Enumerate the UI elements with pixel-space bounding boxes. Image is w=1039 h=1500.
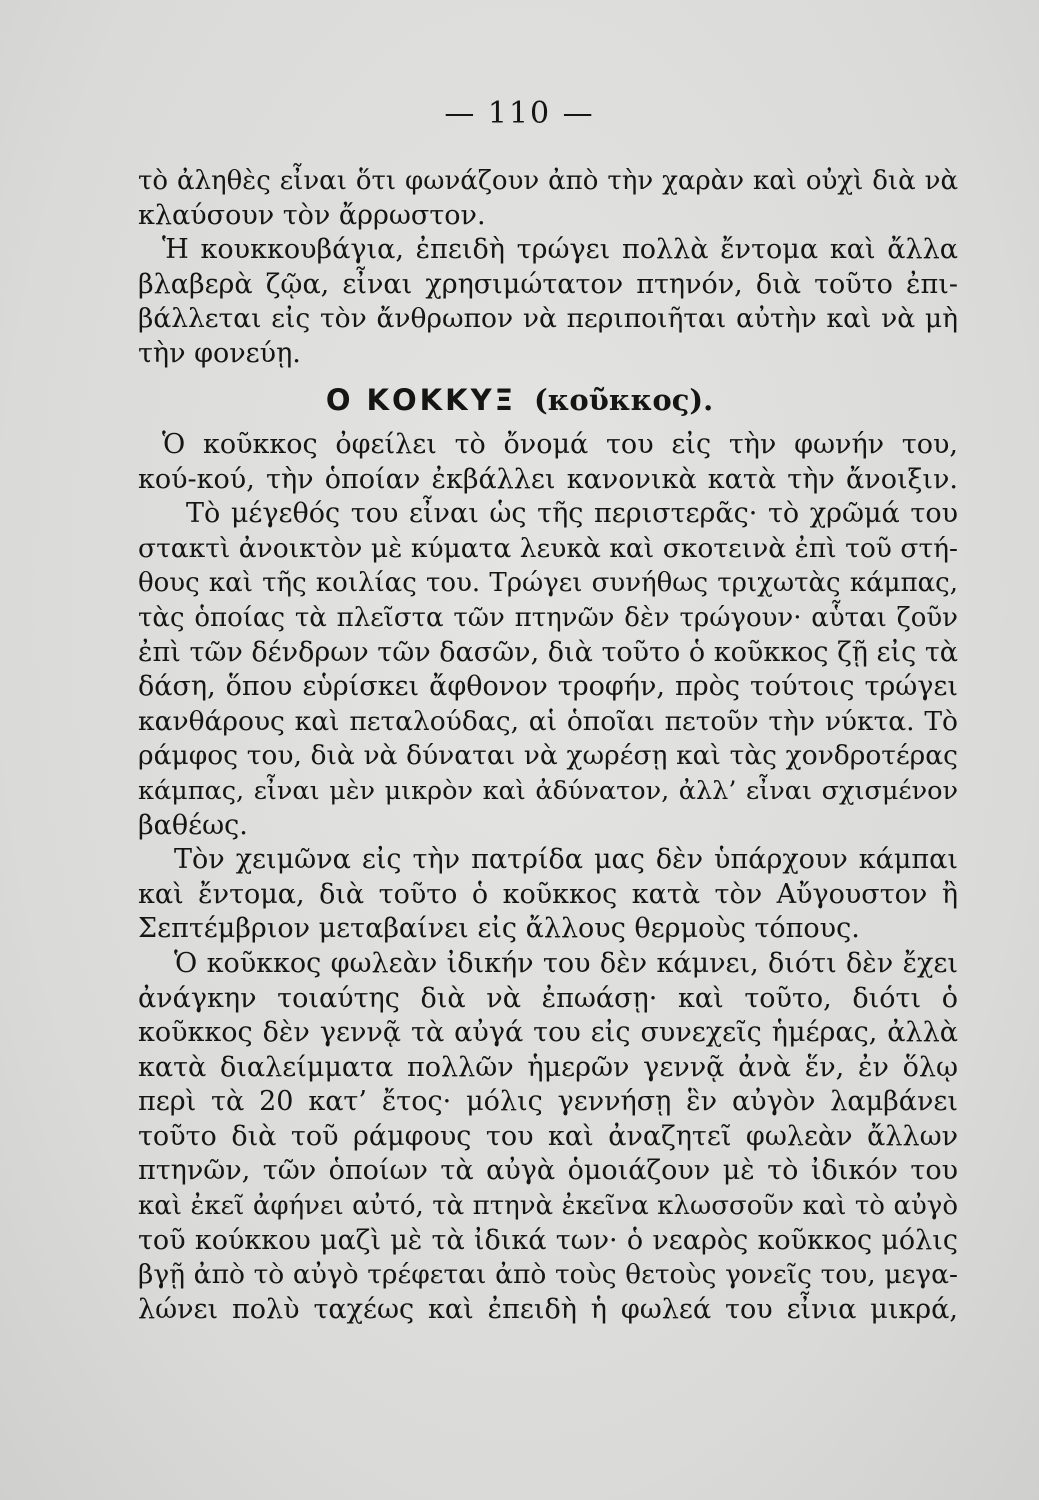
paragraph-main: [138, 428, 958, 1327]
text-line: βγῇ ἀπὸ τὸ αὐγὸ τρέφεται ἀπὸ τοὺς θετοὺς γονεῖς του, μεγα-: [138, 1259, 958, 1291]
heading-subtitle: (κοῦκκος).: [533, 383, 714, 417]
text-line: ἀνάγκην τοιαύτης διὰ νὰ ἐπωάσῃ· καὶ τοῦτο, διότι ὁ: [138, 982, 958, 1014]
text-line: τοῦτο διὰ τοῦ ράμφους του καὶ ἀναζητεῖ φωλεὰν ἄλλων: [138, 1120, 958, 1152]
text-line: δάση, ὅπου εὑρίσκει ἄφθονον τροφήν, πρὸς τούτοις τρώγει: [138, 671, 958, 703]
text-line: κλαύσουν τὸν ἄρρωστον.: [138, 199, 486, 231]
text-line: κοῦκκος δὲν γεννᾷ τὰ αὐγά του εἰς συνεχεῖς ἡμέρας, ἀλλὰ: [138, 1017, 958, 1049]
heading-title: Ο ΚΟΚΚΥΞ: [325, 383, 516, 417]
text-line: κού-κού, τὴν ὁποίαν ἐκβάλλει κανονικὰ κατὰ τὴν ἄνοιξιν.: [138, 463, 958, 495]
text-line: Ὁ κοῦκκος ὀφείλει τὸ ὄνομά του εἰς τὴν φωνήν του,: [162, 429, 958, 460]
text-line: τὰς ὁποίας τὰ πλεῖστα τῶν πτηνῶν δὲν τρώγουν· αὗται ζοῦν: [138, 602, 958, 633]
text-line: τοῦ κούκκου μαζὶ μὲ τὰ ἰδικά των· ὁ νεαρὸς κοῦκκος μόλις: [138, 1224, 958, 1256]
text-line: Τὸν χειμῶνα εἰς τὴν πατρίδα μας δὲν ὑπάρχουν κάμπαι: [174, 844, 958, 876]
text-line: καὶ ἔντομα, διὰ τοῦτο ὁ κοῦκκος κατὰ τὸν Αὔγουστον ἢ: [138, 878, 958, 910]
page-number: — 110 —: [444, 96, 595, 131]
text-line: ἐπὶ τῶν δένδρων τῶν δασῶν, διὰ τοῦτο ὁ κοῦκκος ζῇ εἰς τὰ: [138, 636, 958, 668]
text-line: καὶ ἐκεῖ ἀφήνει αὐτό, τὰ πτηνὰ ἐκεῖνα κλωσσοῦν καὶ τὸ αὐγὸ: [138, 1191, 958, 1222]
text-line: Ὁ κοῦκκος φωλεὰν ἰδικήν του δὲν κάμνει, διότι δὲν ἔχει: [174, 947, 958, 979]
text-line: τὸ ἀληθὲς εἶναι ὅτι φωνάζουν ἀπὸ τὴν χαρὰν καὶ οὐχὶ διὰ νὰ: [138, 166, 958, 196]
text-line: κάμπας, εἶναι μὲν μικρὸν καὶ ἀδύνατον, ἀλλ’ εἶναι σχισμένον: [138, 775, 958, 806]
text-line: ράμφος του, διὰ νὰ δύναται νὰ χωρέσῃ καὶ τὰς χονδροτέρας: [138, 740, 958, 772]
text-line: στακτὶ ἀνοικτὸν μὲ κύματα λευκὰ καὶ σκοτεινὰ ἐπὶ τοῦ στή-: [138, 532, 958, 564]
paragraph-top: [138, 164, 958, 372]
text-line: βαθέως.: [138, 809, 248, 841]
text-line: περὶ τὰ 20 κατ’ ἔτος· μόλις γεννήσῃ ἓν αὐγὸν λαμβάνει: [138, 1086, 958, 1118]
text-line: κατὰ διαλείμματα πολλῶν ἡμερῶν γεννᾷ ἀνὰ ἕν, ἐν ὅλῳ: [138, 1051, 958, 1083]
text-line: τὴν φονεύῃ.: [138, 337, 301, 369]
text-line: Σεπτέμβριον μεταβαίνει εἰς ἄλλους θερμοὺς τόπους.: [138, 913, 860, 945]
text-line: βάλλεται εἰς τὸν ἄνθρωπον νὰ περιποιῆται αὐτὴν καὶ νὰ μὴ: [138, 303, 958, 335]
text-line: κανθάρους καὶ πεταλούδας, αἱ ὁποῖαι πετοῦν τὴν νύκτα. Τὸ: [138, 705, 958, 737]
section-heading: [0, 383, 1039, 417]
text-line: πτηνῶν, τῶν ὁποίων τὰ αὐγὰ ὁμοιάζουν μὲ τὸ ἰδικόν του: [138, 1155, 958, 1187]
text-line: Ἡ κουκκουβάγια, ἐπειδὴ τρώγει πολλὰ ἔντομα καὶ ἄλλα: [162, 234, 958, 266]
text-line: Τὸ μέγεθός του εἶναι ὡς τῆς περιστερᾶς· τὸ χρῶμά του: [186, 498, 958, 530]
text-line: βλαβερὰ ζῷα, εἶναι χρησιμώτατον πτηνόν, διὰ τοῦτο ἐπι-: [138, 268, 958, 300]
text-line: λώνει πολὺ ταχέως καὶ ἐπειδὴ ἡ φωλεά του εἶνια μικρά,: [138, 1293, 958, 1325]
text-line: θους καὶ τῆς κοιλίας του. Τρώγει συνήθως τριχωτὰς κάμπας,: [138, 568, 958, 599]
